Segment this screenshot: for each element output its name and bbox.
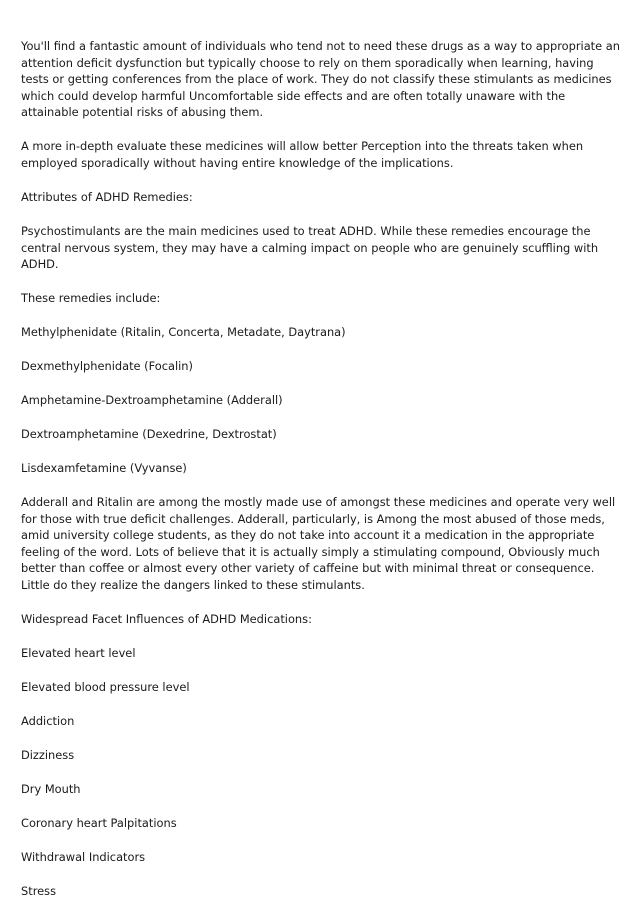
medication-item: Methylphenidate (Ritalin, Concerta, Metadate, Daytrana) (21, 325, 346, 340)
medication-item: Dextroamphetamine (Dexedrine, Dextrostat) (21, 427, 277, 442)
remedies-include-label: These remedies include: (21, 291, 161, 306)
side-effects-list (21, 645, 621, 899)
medication-item: Lisdexamfetamine (Vyvanse) (21, 461, 187, 476)
side-effect-item: Withdrawal Indicators (21, 849, 146, 864)
side-effect-item: Dry Mouth (21, 781, 81, 796)
psychostimulants-paragraph: Psychostimulants are the main medicines used to treat ADHD. While these remedies encourage the central nervous system, they may have a calming impact on people who are genuinely scuffling with ADHD. (21, 223, 599, 272)
medication-item: Dexmethylphenidate (Focalin) (21, 359, 193, 374)
adderall-ritalin-paragraph: Adderall and Ritalin are among the mostly made use of amongst these medicines and operate very well for those with true deficit challenges. Adderall, particularly, is Among the most abused of those meds, amid university college students, as they do not take into account it a medication in the appropriate feeling of the word. Lots of believe that it is actually simply a stimulating compound, Obviously much better than coffee or almost every other variety of caffeine but with minimal threat or consequence. Little do they realize the dangers linked to these stimulants. (21, 495, 616, 592)
document-page (21, 38, 621, 917)
side-effect-item: Elevated blood pressure level (21, 679, 190, 694)
evaluation-paragraph: A more in-depth evaluate these medicines will allow better Perception into the threats taken when employed sporadically without having entire knowledge of the implications. (21, 139, 584, 170)
side-effect-item: Stress (21, 883, 57, 898)
medication-list (21, 324, 621, 477)
side-effects-heading: Widespread Facet Influences of ADHD Medications: (21, 611, 312, 626)
medication-item: Amphetamine-Dextroamphetamine (Adderall) (21, 393, 283, 408)
side-effect-item: Addiction (21, 713, 75, 728)
side-effect-item: Dizziness (21, 747, 75, 762)
side-effect-item: Coronary heart Palpitations (21, 815, 177, 830)
attributes-heading: Attributes of ADHD Remedies: (21, 189, 193, 204)
intro-paragraph: You'll find a fantastic amount of individuals who tend not to need these drugs as a way to appropriate an attention deficit dysfunction but typically choose to rely on them sporadically when learning, having tests or getting conferences from the place of work. They do not classify these stimulants as medicines which could develop harmful Uncomfortable side effects and are often totally unaware with the attainable potential risks of abusing them. (21, 39, 620, 120)
side-effect-item: Elevated heart level (21, 645, 136, 660)
